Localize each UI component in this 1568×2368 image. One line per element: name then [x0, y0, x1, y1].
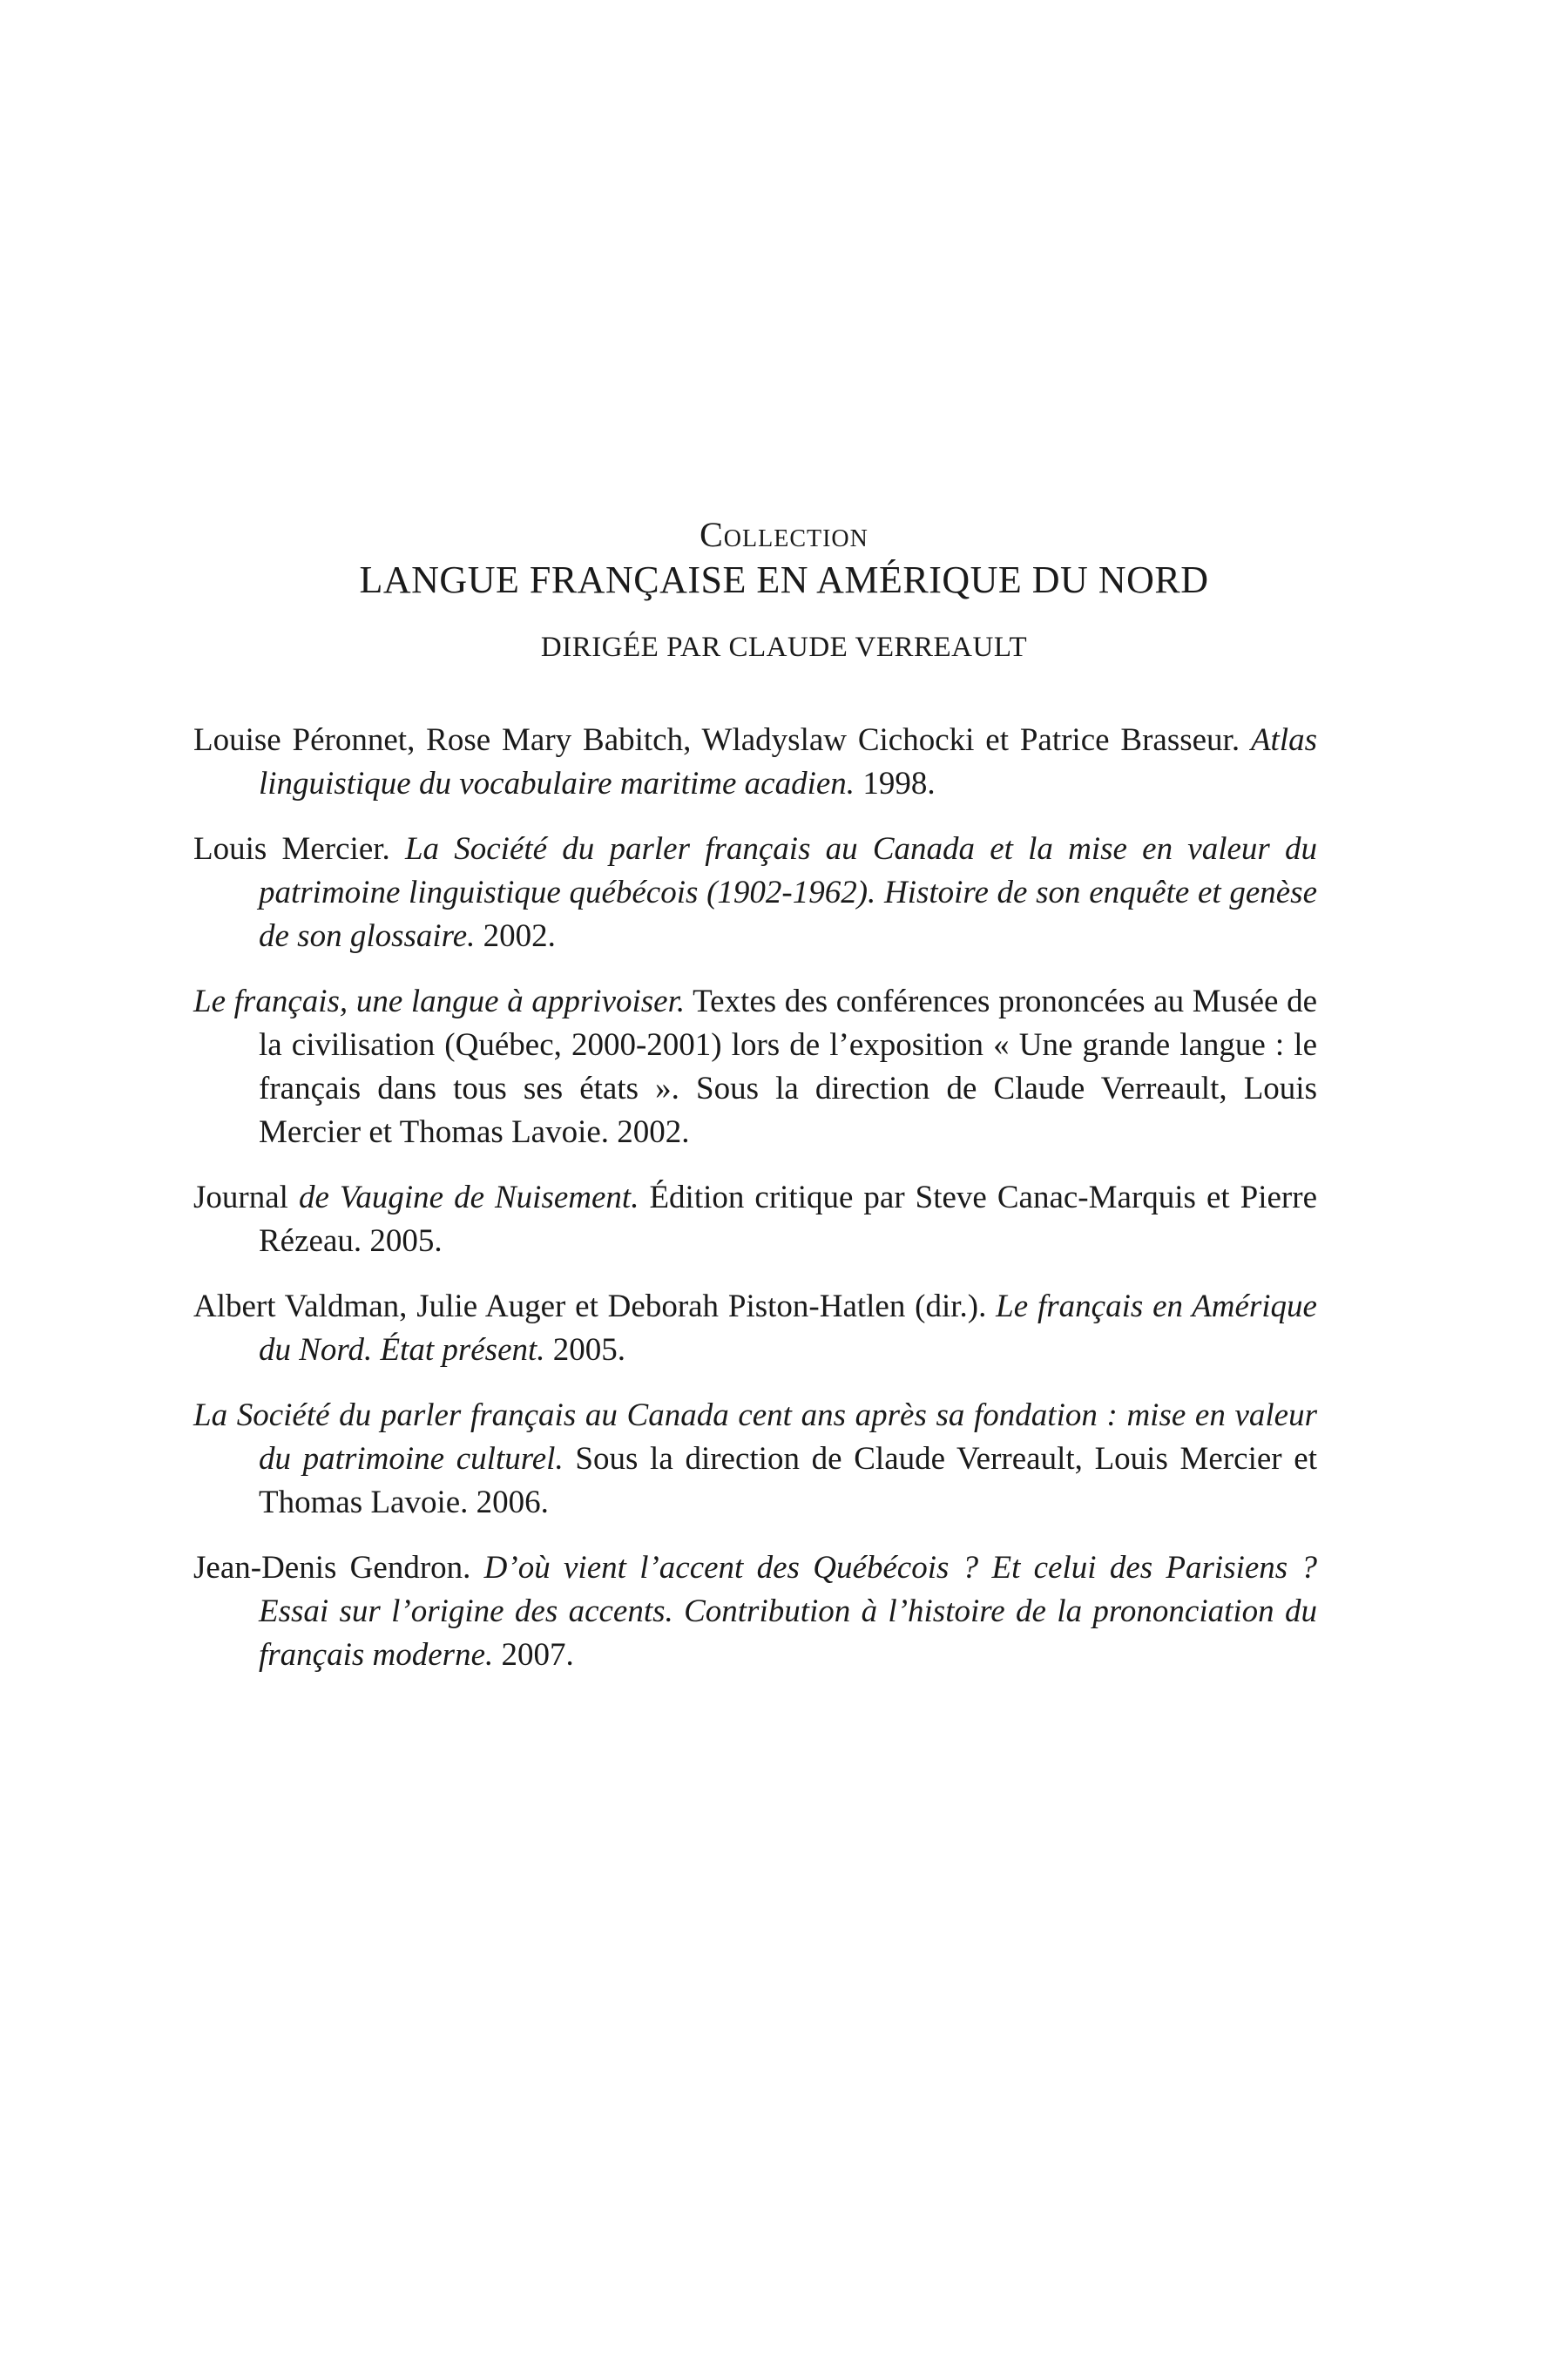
- entry-authors: Albert Valdman, Julie Auger et Deborah Piston-Hatlen (dir.).: [193, 1289, 997, 1324]
- entry-title: La Société du parler français au Canada et la mise en valeur du patrimoine linguistique québécois (1902-1962). Histoire de son enquête et genèse de son glossaire.: [259, 831, 1317, 954]
- entry-authors: Louise Péronnet, Rose Mary Babitch, Wladyslaw Cichocki et Patrice Brasseur.: [193, 722, 1251, 758]
- entry-title: de Vaugine de Nuisement.: [298, 1180, 639, 1215]
- publication-list: [193, 719, 1317, 1699]
- entry-details: Édition critique par Steve Canac-Marquis et Pierre Rézeau. 2005.: [259, 1180, 1317, 1259]
- entry-title: D’où vient l’accent des Québécois ? Et celui des Parisiens ? Essai sur l’origine des accents. Contribution à l’histoire de la prononciation du français moderne.: [259, 1550, 1317, 1673]
- series-editor: DIRIGÉE PAR CLAUDE VERREAULT: [540, 632, 1028, 663]
- collection-label: Collection: [700, 515, 868, 554]
- entry-authors: Journal: [193, 1180, 299, 1215]
- entry-title: Le français en Amérique du Nord. État présent.: [259, 1289, 1317, 1368]
- entry-title: La Société du parler français au Canada cent ans après sa fondation : mise en valeur du patrimoine culturel.: [193, 1397, 1317, 1477]
- series-title: LANGUE FRANÇAISE EN AMÉRIQUE DU NORD: [359, 558, 1209, 601]
- entry-details: Textes des conférences prononcées au Musée de la civilisation (Québec, 2000-2001) lors de l’exposition « Une grande langue : le français dans tous ses états ». Sous la direction de Claude Verreault, Louis Mercier et Thomas Lavoie. 2002.: [259, 984, 1317, 1150]
- entry-details: 2002.: [475, 918, 556, 954]
- entry-details: Sous la direction de Claude Verreault, Louis Mercier et Thomas Lavoie. 2006.: [259, 1441, 1318, 1520]
- publication-entry: [193, 719, 1317, 806]
- entry-details: 1998.: [855, 766, 936, 802]
- publication-entry: [193, 1285, 1317, 1372]
- entry-details: 2007.: [493, 1637, 574, 1673]
- publication-entry: [193, 980, 1317, 1154]
- entry-title: Atlas linguistique du vocabulaire maritime acadien.: [259, 722, 1317, 802]
- entry-authors: Jean-Denis Gendron.: [193, 1550, 484, 1586]
- publication-entry: [193, 1394, 1317, 1525]
- entry-authors: Louis Mercier.: [193, 831, 405, 867]
- publication-entry: [193, 1546, 1317, 1677]
- entry-details: 2005.: [544, 1332, 626, 1368]
- entry-title: Le français, une langue à apprivoiser.: [193, 984, 686, 1019]
- publication-entry: [193, 828, 1317, 958]
- publication-entry: [193, 1176, 1317, 1263]
